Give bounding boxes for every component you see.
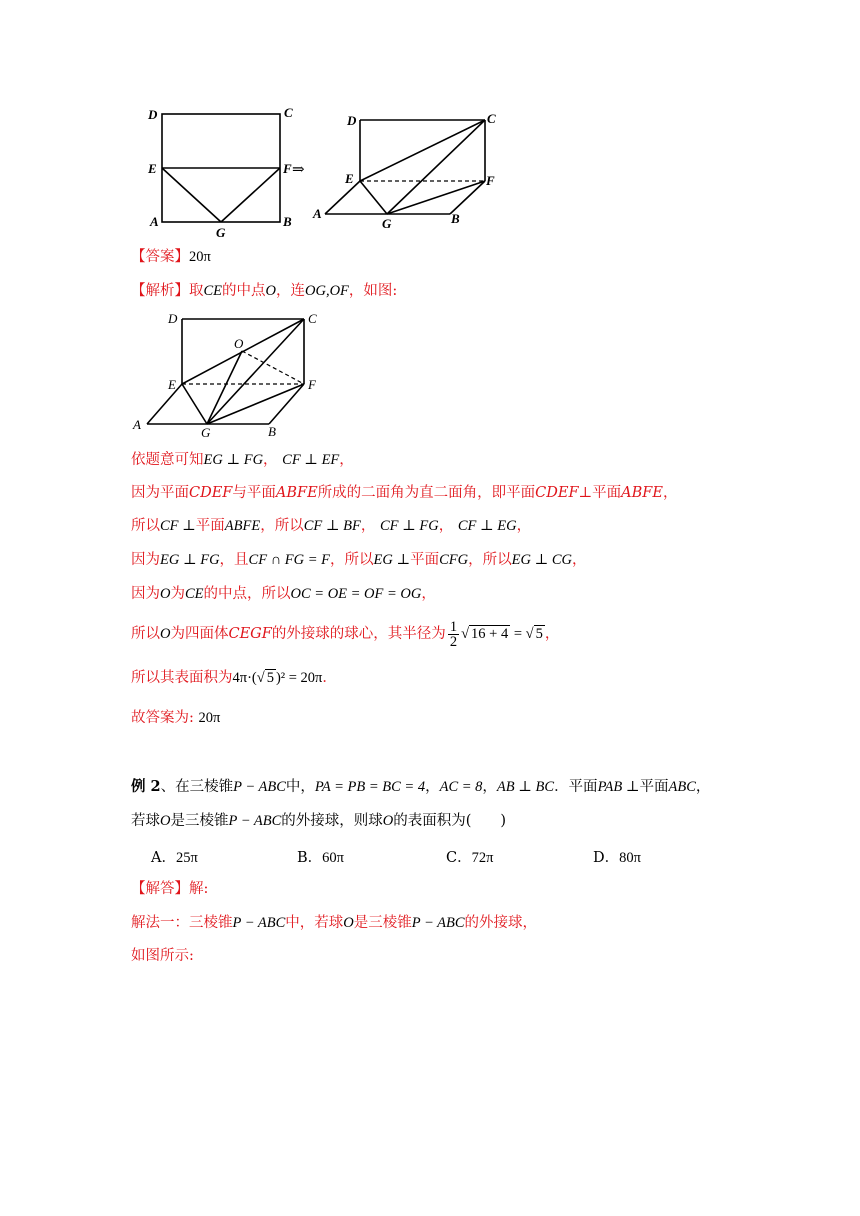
option-b[interactable] bbox=[297, 846, 344, 867]
solution-line-6 bbox=[131, 617, 559, 651]
option-value: 72π bbox=[471, 850, 494, 866]
math: ABFE bbox=[621, 485, 663, 501]
text: 的外接球， bbox=[464, 915, 538, 931]
math: CF ⊥ BF bbox=[303, 518, 361, 534]
solution-line-1 bbox=[131, 450, 354, 470]
math: P − ABC bbox=[228, 813, 282, 829]
math: 4π·( bbox=[232, 670, 257, 686]
math: O bbox=[160, 626, 171, 642]
figure-tetrahedron-sphere-center bbox=[128, 305, 328, 440]
solution-bracket: 【解答】 bbox=[131, 881, 189, 897]
math: EG ⊥ FG bbox=[203, 452, 264, 468]
text: 是三棱锥 bbox=[170, 813, 229, 829]
text: ， bbox=[425, 779, 440, 795]
text: 若球 bbox=[131, 813, 160, 829]
option-letter: D． bbox=[593, 850, 620, 866]
label-c: C bbox=[308, 311, 317, 326]
math: ABFE bbox=[275, 485, 318, 501]
segment-ea bbox=[147, 384, 182, 424]
text: 所成的二面角为直二面角，即平面 bbox=[317, 485, 536, 501]
math: AC = 8 bbox=[439, 779, 483, 795]
math: EG ⊥ bbox=[373, 552, 411, 568]
figure-folded bbox=[310, 105, 510, 235]
label-e: E bbox=[168, 377, 176, 392]
text: 为四面体 bbox=[170, 626, 229, 642]
math: CF ⊥ FG bbox=[379, 518, 439, 534]
text: 中， bbox=[285, 779, 315, 795]
text: 是三棱锥 bbox=[353, 915, 412, 931]
text: 、在三棱锥 bbox=[160, 779, 234, 795]
math: PA = PB = BC = 4 bbox=[314, 779, 426, 795]
text: 故答案为: bbox=[131, 710, 199, 726]
radicand: 16 + 4 bbox=[471, 626, 509, 642]
option-letter: B． bbox=[297, 850, 323, 866]
answer-bracket: 【答案】 bbox=[131, 249, 189, 265]
text: 依题意可知 bbox=[131, 452, 204, 468]
math: O bbox=[160, 586, 171, 602]
option-value: 80π bbox=[619, 850, 641, 866]
text: 的中点，所以 bbox=[203, 586, 291, 602]
text: 为 bbox=[170, 586, 185, 602]
label-a: A bbox=[133, 417, 141, 432]
text: 平面 bbox=[639, 779, 669, 795]
math: AB ⊥ BC bbox=[496, 779, 555, 795]
text: 平面 bbox=[195, 518, 225, 534]
math: CF ∩ FG = F bbox=[248, 552, 331, 568]
label-g: G bbox=[201, 425, 211, 440]
label-d: D bbox=[168, 311, 178, 326]
solution-line-7 bbox=[131, 668, 337, 688]
text: 中，若球 bbox=[285, 915, 344, 931]
label-c: C bbox=[284, 105, 293, 120]
math: 20π bbox=[198, 710, 221, 726]
option-d[interactable] bbox=[593, 846, 641, 867]
math: O bbox=[382, 813, 394, 829]
math: CF ⊥ EG bbox=[457, 518, 517, 534]
sqrt-expression: √ 16 + 4 = √ 5 bbox=[461, 626, 543, 642]
segment-ec bbox=[360, 120, 485, 181]
math: CDEF bbox=[189, 485, 233, 501]
figure-flat-rectangle bbox=[140, 100, 330, 240]
example-label: 例 2 bbox=[131, 778, 161, 795]
label-o: O bbox=[234, 336, 244, 351]
math: CE bbox=[184, 586, 204, 602]
text: ，所以 bbox=[330, 552, 374, 568]
math: PAB ⊥ bbox=[597, 779, 640, 795]
math: P − ABC bbox=[411, 915, 465, 931]
text: ， bbox=[339, 452, 354, 468]
analysis-bracket: 【解析】 bbox=[131, 283, 189, 299]
label-b: B bbox=[283, 214, 292, 229]
math: EG ⊥ FG bbox=[160, 552, 220, 568]
math: CFG bbox=[439, 552, 469, 568]
answer-value: 20π bbox=[189, 249, 211, 265]
solution-line-8 bbox=[131, 708, 220, 728]
text: 所以 bbox=[131, 626, 160, 642]
text: ，连 bbox=[276, 283, 306, 299]
solution-method-1 bbox=[131, 913, 537, 933]
text: 所以其表面积为 bbox=[131, 670, 233, 686]
option-value: 60π bbox=[322, 850, 344, 866]
example-2-line-1 bbox=[131, 777, 710, 797]
math: CDEF bbox=[535, 485, 579, 501]
label-b: B bbox=[451, 211, 460, 226]
math: O bbox=[160, 813, 171, 829]
text: ， bbox=[438, 518, 458, 534]
segment-fg bbox=[221, 168, 280, 222]
text: ， bbox=[516, 518, 532, 534]
text: ⊥平面 bbox=[578, 485, 622, 501]
text: 解: bbox=[189, 881, 209, 897]
segment-of-hidden bbox=[242, 351, 304, 384]
text: ， bbox=[360, 518, 380, 534]
segment-fg bbox=[207, 384, 304, 424]
label-c: C bbox=[487, 111, 496, 126]
option-letter: A． bbox=[151, 850, 176, 866]
math: CF ⊥ EF bbox=[282, 452, 340, 468]
label-f: F bbox=[308, 377, 316, 392]
segment-gc bbox=[387, 120, 485, 214]
solution-figure-caption bbox=[131, 946, 194, 966]
text: ，所以 bbox=[468, 552, 512, 568]
solution-line-4 bbox=[131, 550, 586, 570]
text: 取 bbox=[189, 283, 204, 299]
label-a: A bbox=[150, 214, 159, 229]
text: 的表面积为( ) bbox=[393, 813, 507, 829]
segment-gc bbox=[207, 319, 304, 424]
text: 与平面 bbox=[232, 485, 276, 501]
label-a: A bbox=[313, 206, 322, 221]
solution-line-3 bbox=[131, 516, 531, 536]
segment-bf bbox=[269, 384, 304, 424]
label-e: E bbox=[148, 161, 157, 176]
text: 的中点 bbox=[222, 283, 266, 299]
math: O bbox=[343, 915, 354, 931]
math: O bbox=[265, 283, 277, 299]
text: ． bbox=[322, 670, 337, 686]
answer-line bbox=[131, 247, 211, 267]
numerator: 1 bbox=[449, 618, 458, 635]
text: ，如图: bbox=[348, 283, 398, 299]
text: 所以 bbox=[131, 518, 160, 534]
option-a[interactable] bbox=[151, 846, 198, 867]
text: ．平面 bbox=[554, 779, 598, 795]
arrow-icon: ⇒ bbox=[292, 162, 305, 178]
text: ，所以 bbox=[260, 518, 304, 534]
text: ， bbox=[544, 626, 560, 642]
label-e: E bbox=[345, 171, 354, 186]
solution-line-5 bbox=[131, 584, 436, 604]
text: ， bbox=[421, 586, 436, 602]
text: ， bbox=[482, 779, 497, 795]
option-letter: C． bbox=[446, 850, 472, 866]
segment-eg bbox=[162, 168, 221, 222]
label-f: F bbox=[283, 161, 292, 176]
math: ABC bbox=[668, 779, 696, 795]
radicand: 5 bbox=[535, 626, 543, 642]
radicand: 5 bbox=[266, 670, 274, 686]
text: 的外接球的球心，其半径为 bbox=[271, 626, 446, 642]
label-b: B bbox=[268, 424, 276, 439]
math: OG,OF bbox=[305, 283, 349, 299]
solution-header bbox=[131, 879, 208, 899]
text: 平面 bbox=[410, 552, 440, 568]
math: CE bbox=[203, 283, 223, 299]
label-f: F bbox=[486, 173, 495, 188]
math: ABFE bbox=[224, 518, 261, 534]
math: )² = 20π bbox=[275, 670, 323, 686]
math: CEGF bbox=[228, 626, 272, 642]
math: OC = OE = OF = OG bbox=[290, 586, 422, 602]
math: P − ABC bbox=[232, 915, 286, 931]
label-g: G bbox=[216, 225, 226, 240]
fraction-one-half bbox=[448, 620, 459, 649]
math: CF ⊥ bbox=[160, 518, 196, 534]
equals: = bbox=[510, 626, 526, 642]
segment-eg bbox=[360, 181, 387, 214]
segment-fg bbox=[387, 181, 485, 214]
text: 因为 bbox=[131, 586, 160, 602]
surface-area-expression: 4π·(√ 5 )² = 20π bbox=[232, 670, 323, 686]
text: 因为平面 bbox=[131, 485, 189, 501]
text: ， bbox=[263, 452, 283, 468]
text: 的外接球，则球 bbox=[281, 813, 383, 829]
math: EG ⊥ CG bbox=[511, 552, 572, 568]
label-d: D bbox=[347, 113, 357, 128]
math: P − ABC bbox=[233, 779, 286, 795]
denominator: 2 bbox=[449, 633, 458, 650]
text: ， bbox=[571, 552, 587, 568]
text: 如图所示: bbox=[131, 948, 194, 964]
segment-bf bbox=[450, 181, 485, 214]
solution-line-2 bbox=[131, 483, 677, 503]
option-c[interactable] bbox=[446, 846, 493, 867]
segment-eg bbox=[182, 384, 207, 424]
text: ，且 bbox=[219, 552, 249, 568]
text: 因为 bbox=[131, 552, 160, 568]
analysis-intro bbox=[131, 281, 397, 301]
example-2-line-2 bbox=[131, 811, 506, 831]
label-g: G bbox=[382, 216, 392, 231]
option-value: 25π bbox=[175, 850, 198, 866]
text: ， bbox=[662, 485, 678, 501]
text: 解法一：三棱锥 bbox=[131, 915, 233, 931]
segment-ea bbox=[325, 181, 360, 214]
label-d: D bbox=[148, 107, 158, 122]
text: ， bbox=[695, 779, 711, 795]
